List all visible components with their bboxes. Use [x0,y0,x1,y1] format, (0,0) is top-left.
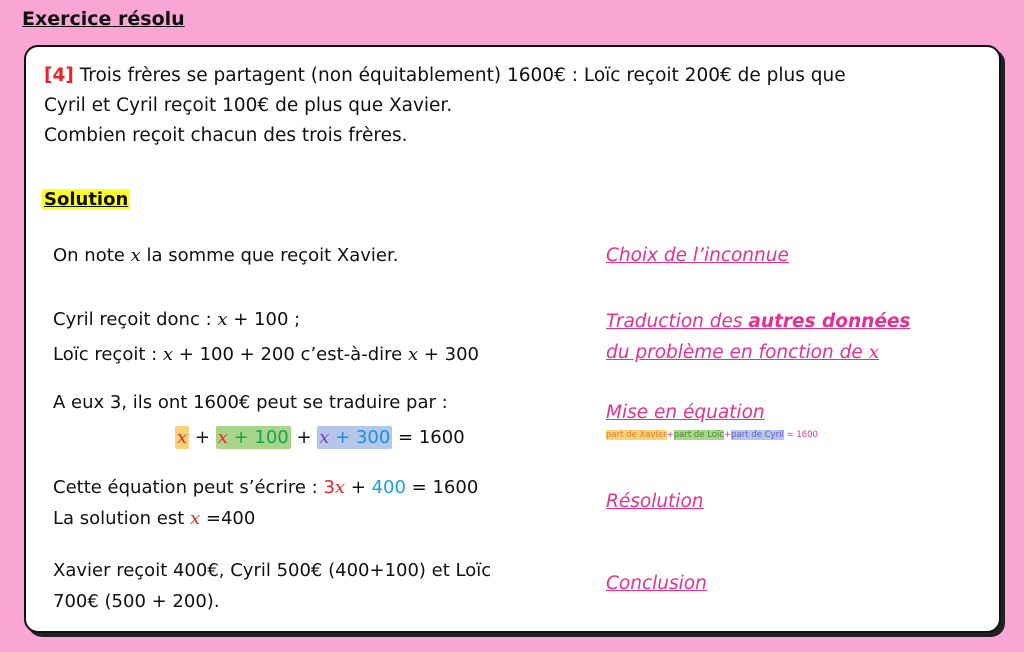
statement-line-2: Cyril et Cyril reçoit 100€ de plus que Xavier. [44,95,453,116]
step-choice: On note x la somme que reçoit Xavier. [53,245,399,266]
conclusion-line-1: Xavier reçoit 400€, Cyril 500€ (400+100) et Loïc [53,560,492,581]
variable-x: x [130,245,141,266]
exercise-card [24,45,1001,633]
step-loic: Loïc reçoit : x + 100 + 200 c’est-à-dire x + 300 [53,344,479,365]
step-equation-intro: A eux 3, ils ont 1600€ peut se traduire par : [53,392,448,413]
equation-legend: part de Xavier+part de Loïc+part de Cyril = 1600 [606,430,818,440]
statement-line-3: Combien reçoit chacun des trois frères. [44,125,408,146]
equation: x + x + 100 + x + 300 = 1600 [177,427,465,448]
exercise-number: [4] [44,65,74,86]
note-resolution: Résolution [606,491,704,512]
cyril-share: x + 100 [217,427,289,448]
variable-x: x [162,344,174,365]
step-solution: La solution est x =400 [53,508,256,529]
note-conclusion: Conclusion [606,573,707,594]
note-translation-line-1: Traduction des autres données [606,311,911,332]
note-translation-line-2: du problème en fonction de x [606,342,880,363]
solution-heading: Solution [44,189,129,210]
conclusion-line-2: 700€ (500 + 200). [53,591,220,612]
page-title: Exercice résolu [22,8,185,30]
step-simplified: Cette équation peut s’écrire : 3x + 400 = 1600 [53,477,479,498]
step-cyril: Cyril reçoit donc : x + 100 ; [53,309,301,330]
variable-x: x [217,309,228,330]
note-choice: Choix de l’inconnue [606,245,789,266]
statement-line-1: Trois frères se partagent (non équitablement) 1600€ : Loïc reçoit 200€ de plus que [79,65,846,86]
xavier-share: x [177,427,188,448]
note-equation: Mise en équation [606,402,765,423]
variable-x: x [407,344,419,365]
loic-share: x + 300 [319,427,391,448]
problem-statement [44,61,974,151]
